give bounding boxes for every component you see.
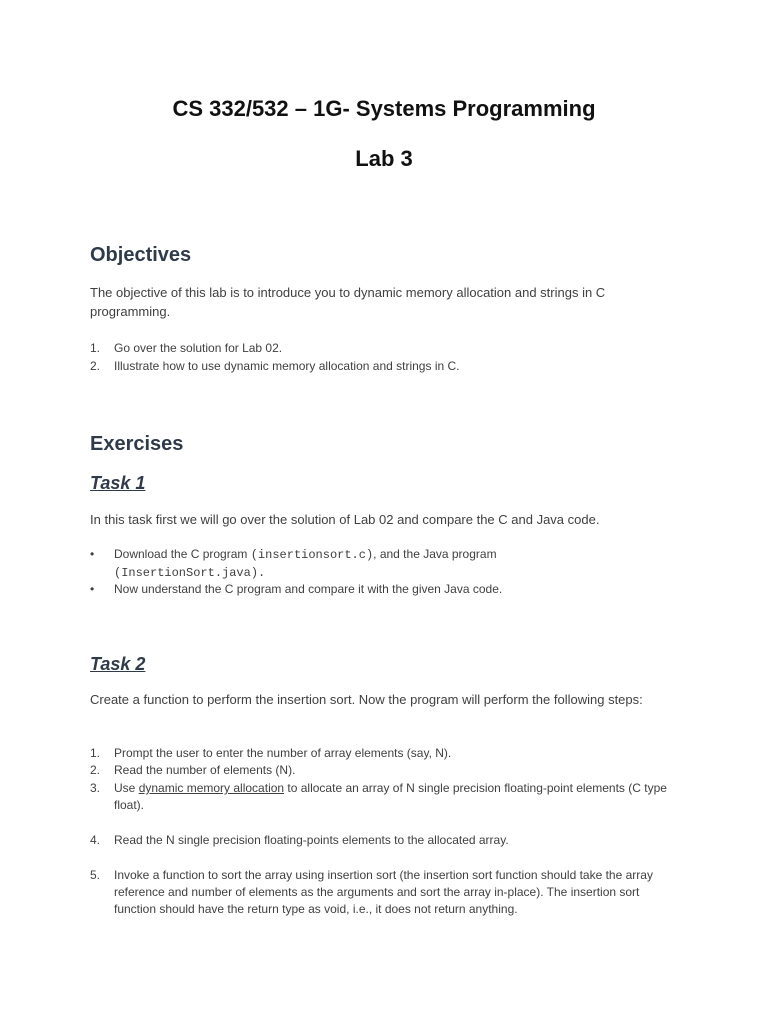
list-item-text: Read the N single precision floating-points elements to the allocated array. bbox=[114, 833, 509, 847]
objectives-intro: The objective of this lab is to introduce you to dynamic memory allocation and strings in C programming. bbox=[90, 285, 606, 319]
exercises-heading: Exercises bbox=[90, 433, 184, 455]
task2-intro: Create a function to perform the insertion sort. Now the program will perform the following steps: bbox=[90, 692, 643, 707]
list-marker: 2. bbox=[90, 359, 101, 373]
objectives-heading: Objectives bbox=[90, 244, 192, 266]
list-item-text: Prompt the user to enter the number of array elements (say, N). bbox=[114, 746, 452, 760]
download-middle: , and the Java program bbox=[373, 547, 497, 561]
list-item-text: Read the number of elements (N). bbox=[114, 763, 296, 777]
dynamic-memory-allocation-link[interactable]: dynamic memory allocation bbox=[138, 781, 285, 795]
list-item-text bbox=[114, 546, 674, 582]
list-marker: 5. bbox=[90, 868, 101, 882]
java-filename: (InsertionSort.java). bbox=[114, 566, 266, 580]
list-marker: 1. bbox=[90, 746, 101, 760]
document-title: CS 332/532 – 1G- Systems Programming bbox=[172, 96, 596, 121]
list-marker: 3. bbox=[90, 781, 101, 795]
bullet-marker: • bbox=[90, 547, 95, 561]
bullet-marker: • bbox=[90, 582, 95, 596]
task1-intro: In this task first we will go over the solution of Lab 02 and compare the C and Java code. bbox=[90, 512, 600, 527]
step3-prefix: Use bbox=[114, 781, 139, 795]
list-marker: 2. bbox=[90, 763, 101, 777]
task1-bullet-download bbox=[90, 546, 680, 582]
task2-heading: Task 2 bbox=[90, 654, 146, 674]
list-item-text: Illustrate how to use dynamic memory allocation and strings in C. bbox=[114, 359, 460, 373]
list-marker: 4. bbox=[90, 833, 101, 847]
document-subtitle: Lab 3 bbox=[355, 146, 413, 171]
list-item-text: Invoke a function to sort the array using insertion sort (the insertion sort function should take the array reference and number of elements as the arguments and sort the array in-place). The insertion sort function should have the return type as void, i.e., it does not return anything. bbox=[114, 868, 653, 916]
list-item-text: Go over the solution for Lab 02. bbox=[114, 341, 283, 355]
list-marker: 1. bbox=[90, 341, 101, 355]
step3-suffix: to allocate an array of N single precision floating-point elements (C type float). bbox=[114, 781, 667, 812]
task1-heading: Task 1 bbox=[90, 473, 146, 493]
download-prefix: Download the C program bbox=[114, 547, 251, 561]
list-item-text: Now understand the C program and compare it with the given Java code. bbox=[114, 582, 503, 596]
c-filename: (insertionsort.c) bbox=[250, 548, 374, 562]
list-item-text bbox=[114, 780, 674, 814]
